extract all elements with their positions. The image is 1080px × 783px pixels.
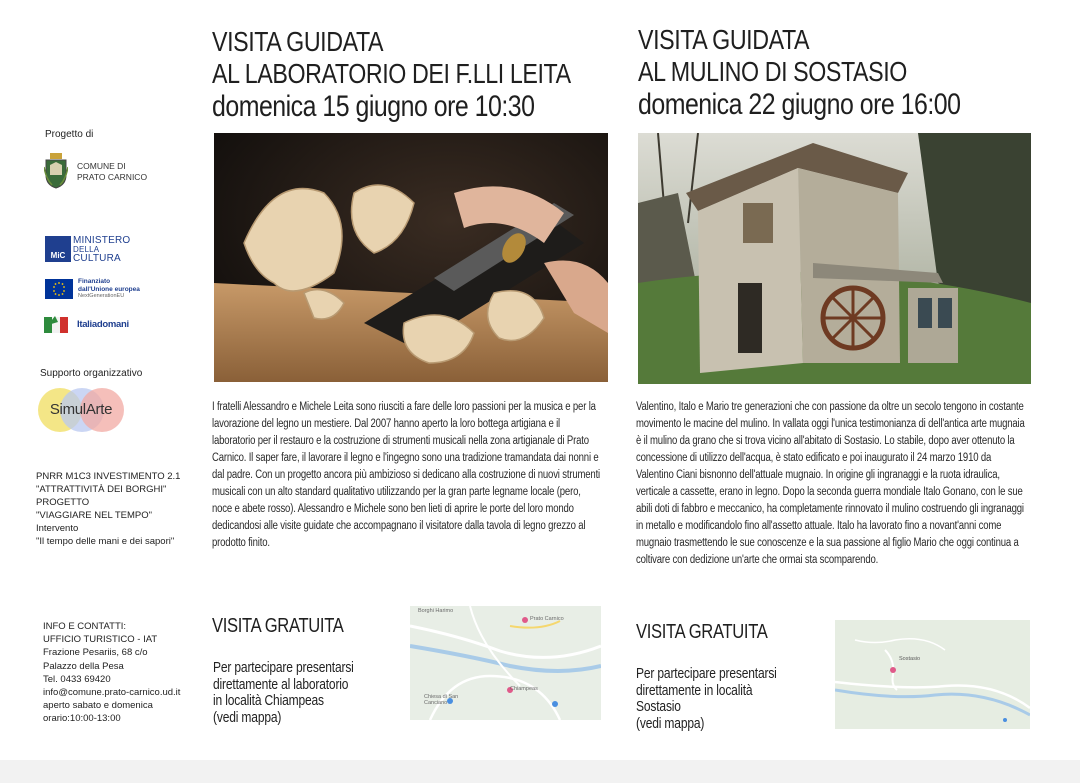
map-label: Prato Carnico <box>530 616 564 622</box>
event1-date: domenica 15 giugno ore 10:30 <box>212 90 535 123</box>
event1-header <box>212 26 644 124</box>
partecipa-line: direttamente in località <box>636 682 753 699</box>
partecipa-line: Per partecipare presentarsi <box>636 666 777 682</box>
ministero-line3: CULTURA <box>73 253 121 264</box>
partecipa-line: in località Chiampeas <box>213 693 324 709</box>
pnrr-line: "VIAGGIARE NEL TEMPO" <box>36 510 153 521</box>
comune-line2: PRATO CARNICO <box>77 172 148 182</box>
info-line: orario:10:00-13:00 <box>43 713 121 725</box>
info-line: aperto sabato e domenica <box>43 700 153 712</box>
partecipa-line: direttamente al laboratorio <box>213 676 349 693</box>
event1-partecipa <box>213 660 396 726</box>
woodworking-photo <box>214 133 608 382</box>
partecipa-line: (vedi mappa) <box>213 709 282 726</box>
eu-line3: NextGenerationEU <box>78 293 125 299</box>
pnrr-line: "ATTRATTIVITÀ DEI BORGHI" <box>36 484 167 495</box>
comune-line1: COMUNE DI <box>77 161 126 171</box>
footer-band <box>0 760 1080 783</box>
pnrr-block <box>36 470 180 548</box>
italia-domani-icon <box>44 314 74 336</box>
simularte-text: SimulArte <box>49 401 113 418</box>
info-block <box>43 620 180 726</box>
progetto-label: Progetto di <box>45 129 94 140</box>
ministero-line1: MINISTERO <box>73 235 131 246</box>
pnrr-line: "Il tempo delle mani e dei sapori" <box>36 536 175 547</box>
map-label: Borghi Harimo <box>418 608 454 614</box>
event2-date: domenica 22 giugno ore 16:00 <box>638 88 961 121</box>
simularte-logo <box>38 388 128 434</box>
event2-gratuita: VISITA GRATUITA <box>636 621 768 643</box>
map-label: Chiesa di San Canciano <box>424 694 459 706</box>
event1-title-line2: AL LABORATORIO DEI F.LLI LEITA <box>212 58 571 89</box>
eu-line2: dall'Unione europea <box>78 285 140 293</box>
event2-partecipa <box>636 666 819 732</box>
event2-header <box>638 24 1027 122</box>
event1-title-line1: VISITA GUIDATA <box>212 26 384 57</box>
partecipa-line: (vedi mappa) <box>636 715 705 732</box>
map-chiampeas[interactable] <box>410 606 601 720</box>
ministero-logo-text <box>73 236 130 263</box>
eu-flag-icon <box>45 279 73 299</box>
info-line: INFO E CONTATTI: <box>43 621 127 632</box>
partecipa-line: Sostasio <box>636 699 681 715</box>
email-address: info@comune.prato-carnico.ud.it <box>43 687 181 699</box>
eu-logo-text <box>78 278 140 301</box>
event2-description: Valentino, Italo e Mario tre generazioni che con passione da oltre un secolo tengono in costante movimento le macine del mulino. In vallata oggi l'unica testimonianza di dell'antica arte mugnaia è il mulino da grano che si trova vicino all'abitato di Sostasio. Lo stabile, dopo aver ottenuto la concessione di utilizzo dell'acqua, è stato edificato e poi inaugurato il 24 marzo 1910 da Valentino Ciani bisnonno dell'attuale mugnaio. In origine gli ingranaggi e la ruota idraulica, verticale a cassette, erano in legno. Dopo la seconda guerra mondiale Italo Gonano, con le sue abili doti di fabbro e meccanico, ha completamente rinnovato il mulino costruendo gli ingranaggi in metallo e modificandolo fino all'assetto attuale. Italo ha lavorato fino a novant'anni come mugnaio trasmettendo le sue conoscenze e la sua passione al figlio Mario che oggi continua a coltivare con dedizione un'arte che ormai sta scomparendo. <box>636 401 1025 566</box>
eu-line1: Finanziato <box>78 278 111 285</box>
map-sostasio[interactable] <box>835 620 1030 729</box>
map-label: Chiampeas <box>510 686 538 692</box>
event2-title-line1: VISITA GUIDATA <box>638 24 810 55</box>
event2-title-line2: AL MULINO DI SOSTASIO <box>638 56 907 87</box>
italia-domani-logo-text: Italiadomani <box>77 319 129 330</box>
event1-gratuita: VISITA GRATUITA <box>212 615 344 637</box>
pnrr-line: PROGETTO <box>36 497 90 508</box>
info-line: Frazione Pesariis, 68 c/o <box>43 647 148 659</box>
mic-logo-icon <box>45 236 71 262</box>
info-line: Palazzo della Pesa <box>43 660 124 672</box>
pnrr-line: PNRR M1C3 INVESTIMENTO 2.1 <box>36 471 181 482</box>
pnrr-line: Intervento <box>36 523 79 534</box>
map-label: Sostasio <box>899 656 921 662</box>
phone-number: Tel. 0433 69420 <box>43 673 111 685</box>
supporto-label: Supporto organizzativo <box>40 368 143 379</box>
comune-crest-icon <box>44 153 68 189</box>
partecipa-line: Per partecipare presentarsi <box>213 660 354 676</box>
event1-description: I fratelli Alessandro e Michele Leita sono riusciti a fare delle loro passioni per la musica e per la lavorazione del legno un mestiere. Dal 2007 hanno aperto la loro bottega artigiana e il laboratorio per il restauro e la costruzione di strumenti musicali nella zona artigianale di Prato Carnico. Il saper fare, il lavorare il legno e l'ingegno sono una tradizione tramandata dai nonni e dal padre. Con un progetto ancora più ambizioso si dedicano alla costruzione di nuovi strumenti musicali con un alto standard qualitativo utilizzando per la gran parte legname locale (pero, noce e abete rosso). Alessandro e Michele sono ben lieti di aprire le porte del loro mondo dedicandosi alle visite guidate che accompagnano il visitatore dalla tavola di legno grezzo al prodotto finito. <box>212 401 601 549</box>
mic-mark: MiC <box>50 251 66 260</box>
mill-photo <box>638 133 1031 384</box>
info-line: UFFICIO TURISTICO - IAT <box>43 634 158 646</box>
comune-logo-text <box>77 161 147 183</box>
ministero-line2: DELLA <box>73 245 100 254</box>
